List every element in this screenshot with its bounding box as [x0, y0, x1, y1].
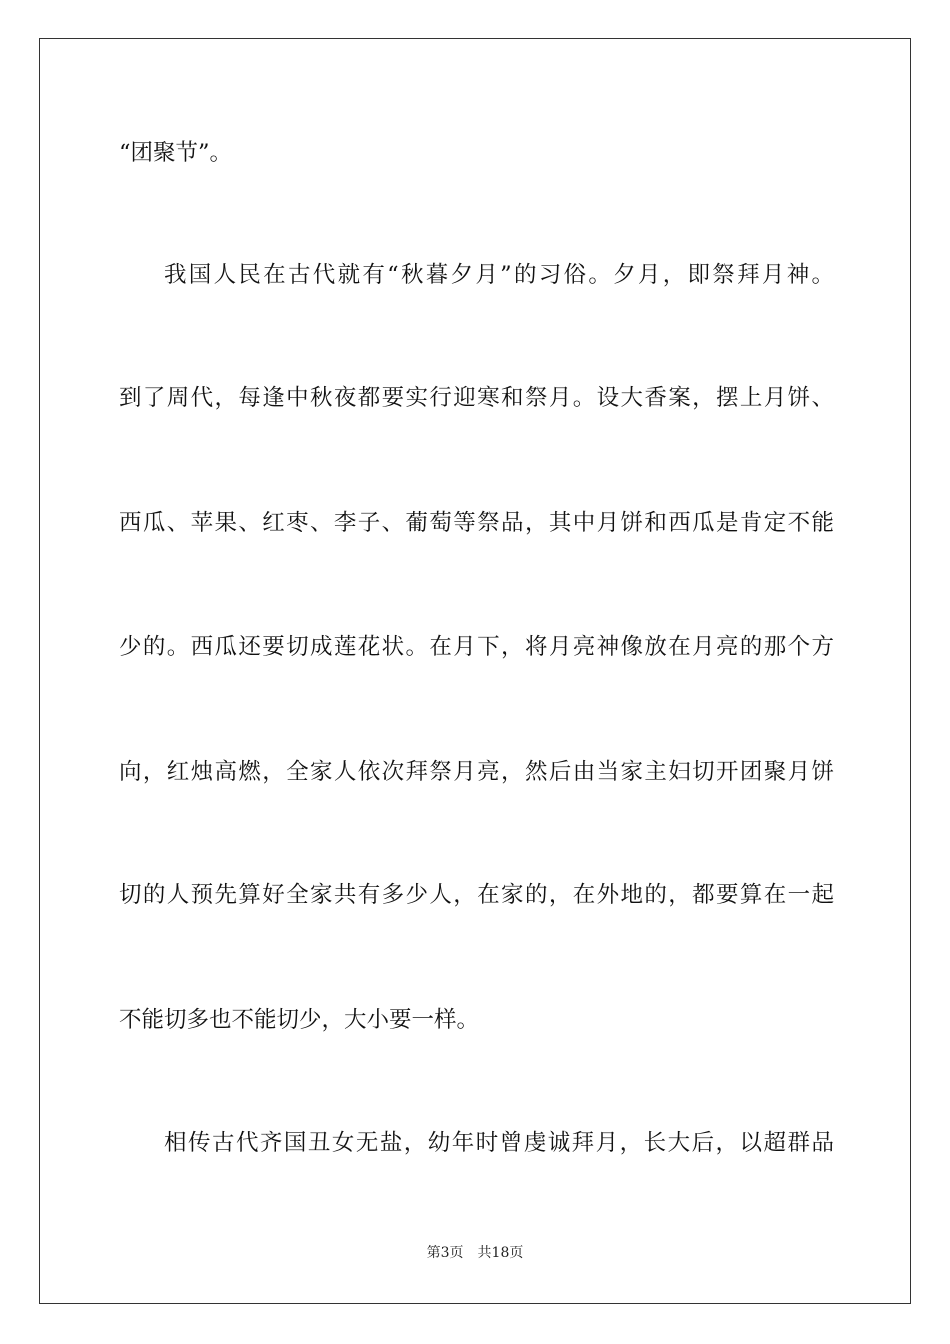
paragraph-line: 西瓜、苹果、红枣、李子、葡萄等祭品，其中月饼和西瓜是肯定不能	[119, 510, 834, 536]
paragraph-line: “团聚节”。	[119, 140, 233, 166]
paragraph-line: 少的。西瓜还要切成莲花状。在月下，将月亮神像放在月亮的那个方	[119, 634, 834, 660]
total-pages: 共18页	[477, 1245, 524, 1261]
paragraph-line: 我国人民在古代就有“秋暮夕月”的习俗。夕月，即祭拜月神。	[164, 262, 834, 288]
page-footer	[0, 1244, 950, 1262]
paragraph-line: 相传古代齐国丑女无盐，幼年时曾虔诚拜月，长大后，以超群品	[164, 1130, 834, 1156]
paragraph-line: 切的人预先算好全家共有多少人，在家的，在外地的，都要算在一起	[119, 882, 834, 908]
page-frame	[39, 38, 911, 1304]
paragraph-line: 到了周代，每逢中秋夜都要实行迎寒和祭月。设大香案，摆上月饼、	[119, 385, 834, 411]
paragraph-line: 向，红烛高燃，全家人依次拜祭月亮，然后由当家主妇切开团聚月饼	[119, 759, 834, 785]
page-number: 第3页	[426, 1245, 464, 1261]
paragraph-line: 不能切多也不能切少，大小要一样。	[119, 1007, 480, 1033]
